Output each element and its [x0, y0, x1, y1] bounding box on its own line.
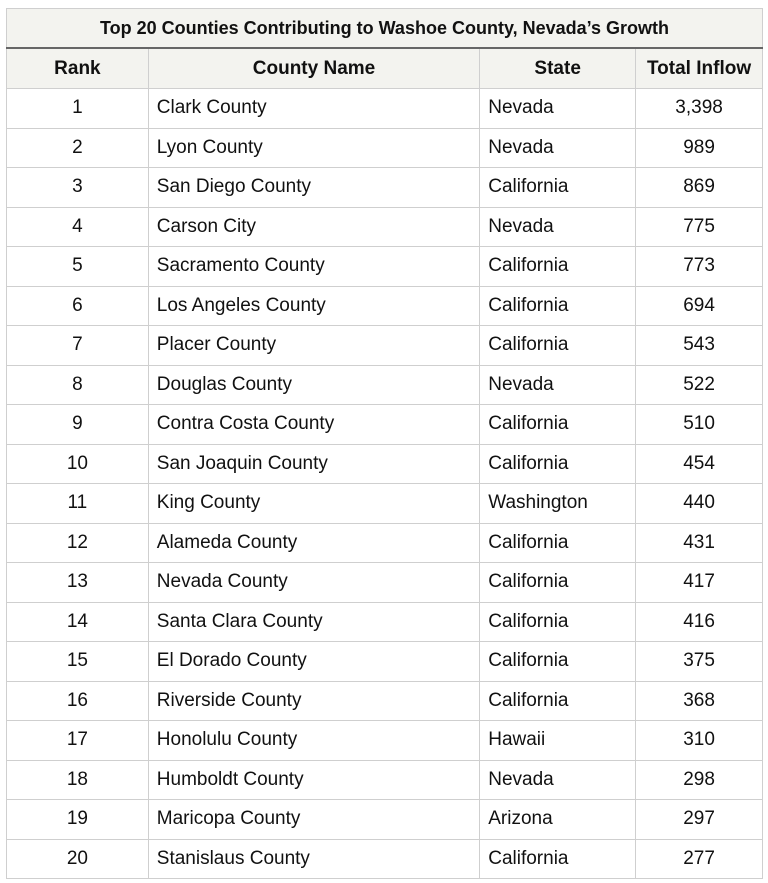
table-row: [7, 681, 763, 721]
total-inflow-cell: 375: [636, 642, 763, 682]
county-name-cell: Douglas County: [148, 365, 479, 405]
rank-cell: 14: [7, 602, 149, 642]
county-name-cell: Santa Clara County: [148, 602, 479, 642]
table-row: [7, 602, 763, 642]
total-inflow-cell: 543: [636, 326, 763, 366]
state-cell: California: [480, 405, 636, 445]
rank-cell: 8: [7, 365, 149, 405]
total-inflow-cell: 773: [636, 247, 763, 287]
rank-cell: 2: [7, 128, 149, 168]
state-cell: Nevada: [480, 207, 636, 247]
county-name-cell: King County: [148, 484, 479, 524]
table-row: [7, 247, 763, 287]
state-cell: Nevada: [480, 365, 636, 405]
state-cell: California: [480, 444, 636, 484]
county-name-cell: Clark County: [148, 89, 479, 129]
total-inflow-cell: 869: [636, 168, 763, 208]
county-name-cell: Honolulu County: [148, 721, 479, 761]
table-row: [7, 168, 763, 208]
total-inflow-cell: 454: [636, 444, 763, 484]
table-row: [7, 760, 763, 800]
table-row: [7, 89, 763, 129]
state-cell: California: [480, 286, 636, 326]
total-inflow-cell: 416: [636, 602, 763, 642]
rank-cell: 17: [7, 721, 149, 761]
rank-cell: 18: [7, 760, 149, 800]
county-name-cell: Humboldt County: [148, 760, 479, 800]
total-inflow-cell: 277: [636, 839, 763, 879]
table-row: [7, 800, 763, 840]
header-row: [7, 48, 763, 89]
county-name-cell: Maricopa County: [148, 800, 479, 840]
county-name-cell: Placer County: [148, 326, 479, 366]
total-inflow-cell: 989: [636, 128, 763, 168]
total-inflow-cell: 522: [636, 365, 763, 405]
table-row: [7, 365, 763, 405]
county-name-cell: Riverside County: [148, 681, 479, 721]
county-name-cell: San Diego County: [148, 168, 479, 208]
state-cell: California: [480, 247, 636, 287]
total-inflow-cell: 431: [636, 523, 763, 563]
state-cell: California: [480, 681, 636, 721]
state-cell: Hawaii: [480, 721, 636, 761]
state-cell: California: [480, 602, 636, 642]
table-title: Top 20 Counties Contributing to Washoe County, Nevada’s Growth: [7, 9, 763, 49]
rank-cell: 11: [7, 484, 149, 524]
table-row: [7, 642, 763, 682]
total-inflow-cell: 440: [636, 484, 763, 524]
total-inflow-cell: 298: [636, 760, 763, 800]
rank-cell: 16: [7, 681, 149, 721]
rank-cell: 5: [7, 247, 149, 287]
table-row: [7, 523, 763, 563]
total-inflow-cell: 510: [636, 405, 763, 445]
header-rank: Rank: [7, 48, 149, 89]
county-name-cell: El Dorado County: [148, 642, 479, 682]
total-inflow-cell: 310: [636, 721, 763, 761]
state-cell: California: [480, 326, 636, 366]
table-row: [7, 286, 763, 326]
table-row: [7, 721, 763, 761]
total-inflow-cell: 3,398: [636, 89, 763, 129]
table-row: [7, 207, 763, 247]
county-name-cell: Alameda County: [148, 523, 479, 563]
total-inflow-cell: 694: [636, 286, 763, 326]
rank-cell: 10: [7, 444, 149, 484]
rank-cell: 9: [7, 405, 149, 445]
rank-cell: 3: [7, 168, 149, 208]
rank-cell: 13: [7, 563, 149, 603]
table-row: [7, 839, 763, 879]
state-cell: California: [480, 168, 636, 208]
state-cell: Arizona: [480, 800, 636, 840]
table-row: [7, 326, 763, 366]
rank-cell: 19: [7, 800, 149, 840]
state-cell: Nevada: [480, 128, 636, 168]
state-cell: Washington: [480, 484, 636, 524]
county-name-cell: San Joaquin County: [148, 444, 479, 484]
county-name-cell: Stanislaus County: [148, 839, 479, 879]
table-row: [7, 405, 763, 445]
table-row: [7, 563, 763, 603]
county-name-cell: Carson City: [148, 207, 479, 247]
table-row: [7, 444, 763, 484]
state-cell: Nevada: [480, 89, 636, 129]
rank-cell: 12: [7, 523, 149, 563]
state-cell: California: [480, 523, 636, 563]
total-inflow-cell: 775: [636, 207, 763, 247]
state-cell: California: [480, 563, 636, 603]
state-cell: California: [480, 839, 636, 879]
rank-cell: 7: [7, 326, 149, 366]
state-cell: Nevada: [480, 760, 636, 800]
header-state: State: [480, 48, 636, 89]
county-name-cell: Lyon County: [148, 128, 479, 168]
rank-cell: 4: [7, 207, 149, 247]
total-inflow-cell: 417: [636, 563, 763, 603]
county-name-cell: Sacramento County: [148, 247, 479, 287]
rank-cell: 15: [7, 642, 149, 682]
state-cell: California: [480, 642, 636, 682]
total-inflow-cell: 297: [636, 800, 763, 840]
header-total-inflow: Total Inflow: [636, 48, 763, 89]
counties-table: [6, 8, 763, 879]
rank-cell: 1: [7, 89, 149, 129]
county-name-cell: Los Angeles County: [148, 286, 479, 326]
county-name-cell: Nevada County: [148, 563, 479, 603]
rank-cell: 6: [7, 286, 149, 326]
table-row: [7, 484, 763, 524]
county-name-cell: Contra Costa County: [148, 405, 479, 445]
total-inflow-cell: 368: [636, 681, 763, 721]
rank-cell: 20: [7, 839, 149, 879]
header-county-name: County Name: [148, 48, 479, 89]
table-row: [7, 128, 763, 168]
